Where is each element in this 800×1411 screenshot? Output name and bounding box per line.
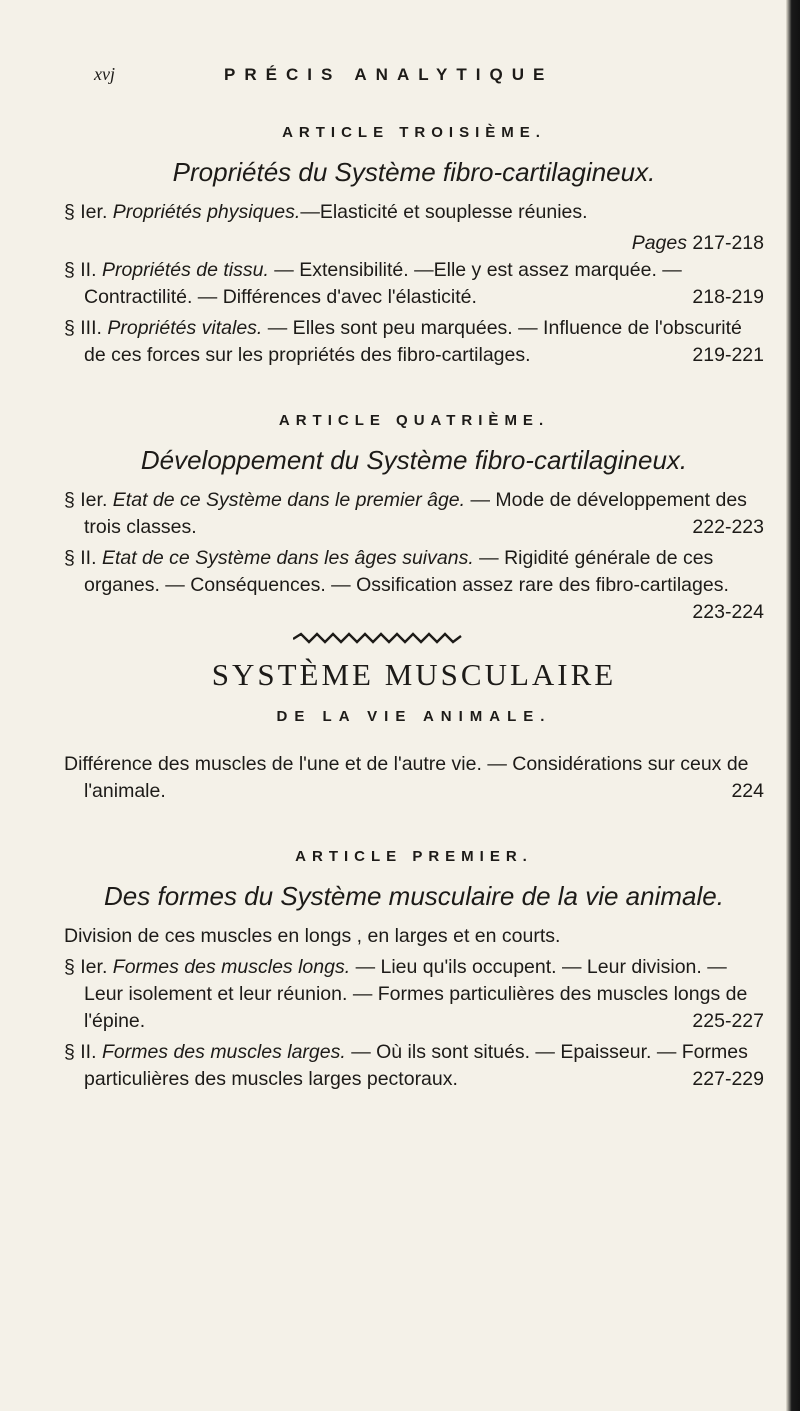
entry-lead: Propriétés de tissu. [101, 259, 269, 281]
page-range: 218-219 [692, 286, 764, 308]
paragraph-mark: § II. [64, 547, 97, 569]
book-page [64, 60, 764, 1097]
paragraph-mark: § Ier. [64, 956, 108, 978]
page-range: 227-229 [692, 1068, 764, 1090]
page-range: 223-224 [692, 601, 764, 623]
entry-lead: Etat de ce Système dans le premier âge. [112, 489, 466, 511]
paragraph-mark: § II. [64, 259, 97, 281]
toc-entry [64, 1039, 764, 1093]
system-subtitle: DE LA VIE ANIMALE. [276, 708, 552, 725]
paragraph-mark: § II. [64, 1041, 97, 1063]
page-edge-shadow [786, 0, 800, 1411]
running-head [64, 60, 764, 89]
page-range: 225-227 [692, 1010, 764, 1032]
entry-lead: Propriétés physiques. [112, 201, 301, 223]
ornamental-divider [64, 625, 764, 639]
wave-ornament-icon [293, 632, 463, 646]
toc-entry [64, 545, 764, 623]
toc-entry [64, 257, 764, 311]
page-range: 224 [731, 780, 764, 802]
pages-label: Pages [631, 232, 687, 254]
section-title: Développement du Système fibro-cartilagineux. [140, 445, 688, 475]
entry-text: Différence des muscles de l'une et de l'autre vie. — Considérations sur ceux de l'animale. [64, 753, 749, 802]
article-heading: ARTICLE QUATRIÈME. [278, 412, 550, 429]
entry-text: —Elasticité et souplesse réunies. [300, 201, 588, 223]
toc-entry [64, 315, 764, 369]
paragraph-mark: § Ier. [64, 201, 108, 223]
section-title: Propriétés du Système fibro-cartilagineux. [172, 157, 656, 187]
pages-row [64, 230, 764, 257]
entry-text: — Lieu qu'ils occupent. — Leur division. — Leur isolement et leur réunion. — Formes particulières des muscles longs de l'épine. [84, 956, 748, 1032]
entry-text: — Mode de développement des trois classes. [84, 489, 747, 538]
entry-text: — Où ils sont situés. — Epaisseur. — Formes particulières des muscles larges pectoraux. [84, 1041, 748, 1090]
toc-entry [64, 954, 764, 1035]
entry-lead: Formes des muscles longs. [112, 956, 351, 978]
article-heading: ARTICLE TROISIÈME. [282, 124, 546, 141]
entry-text: — Elles sont peu marquées. — Influence de l'obscurité de ces forces sur les propriétés des fibro-cartilages. [84, 317, 742, 366]
page-range: 222-223 [692, 516, 764, 538]
toc-entry [64, 487, 764, 541]
paragraph-mark: § III. [64, 317, 102, 339]
system-title: SYSTÈME MUSCULAIRE [211, 657, 617, 692]
entry-text: Division de ces muscles en longs , en larges et en courts. [64, 925, 561, 947]
article-heading: ARTICLE PREMIER. [295, 848, 533, 865]
entry-text: — Extensibilité. —Elle y est assez marquée. — Contractilité. — Différences d'avec l'élasticité. [84, 259, 682, 308]
section-title: Des formes du Système musculaire de la vie animale. [104, 881, 724, 911]
toc-entry [64, 199, 764, 226]
running-title: PRÉCIS ANALYTIQUE [224, 65, 554, 84]
entry-text: — Rigidité générale de ces organes. — Conséquences. — Ossification assez rare des fibro-cartilages. [84, 547, 729, 596]
toc-entry [64, 751, 764, 805]
entry-lead: Formes des muscles larges. [101, 1041, 346, 1063]
page-number: xvj [94, 64, 115, 84]
paragraph-mark: § Ier. [64, 489, 108, 511]
toc-entry [64, 923, 764, 950]
entry-lead: Propriétés vitales. [107, 317, 263, 339]
page-range: 217-218 [692, 232, 764, 254]
entry-lead: Etat de ce Système dans les âges suivans. [101, 547, 474, 569]
page-range: 219-221 [692, 344, 764, 366]
